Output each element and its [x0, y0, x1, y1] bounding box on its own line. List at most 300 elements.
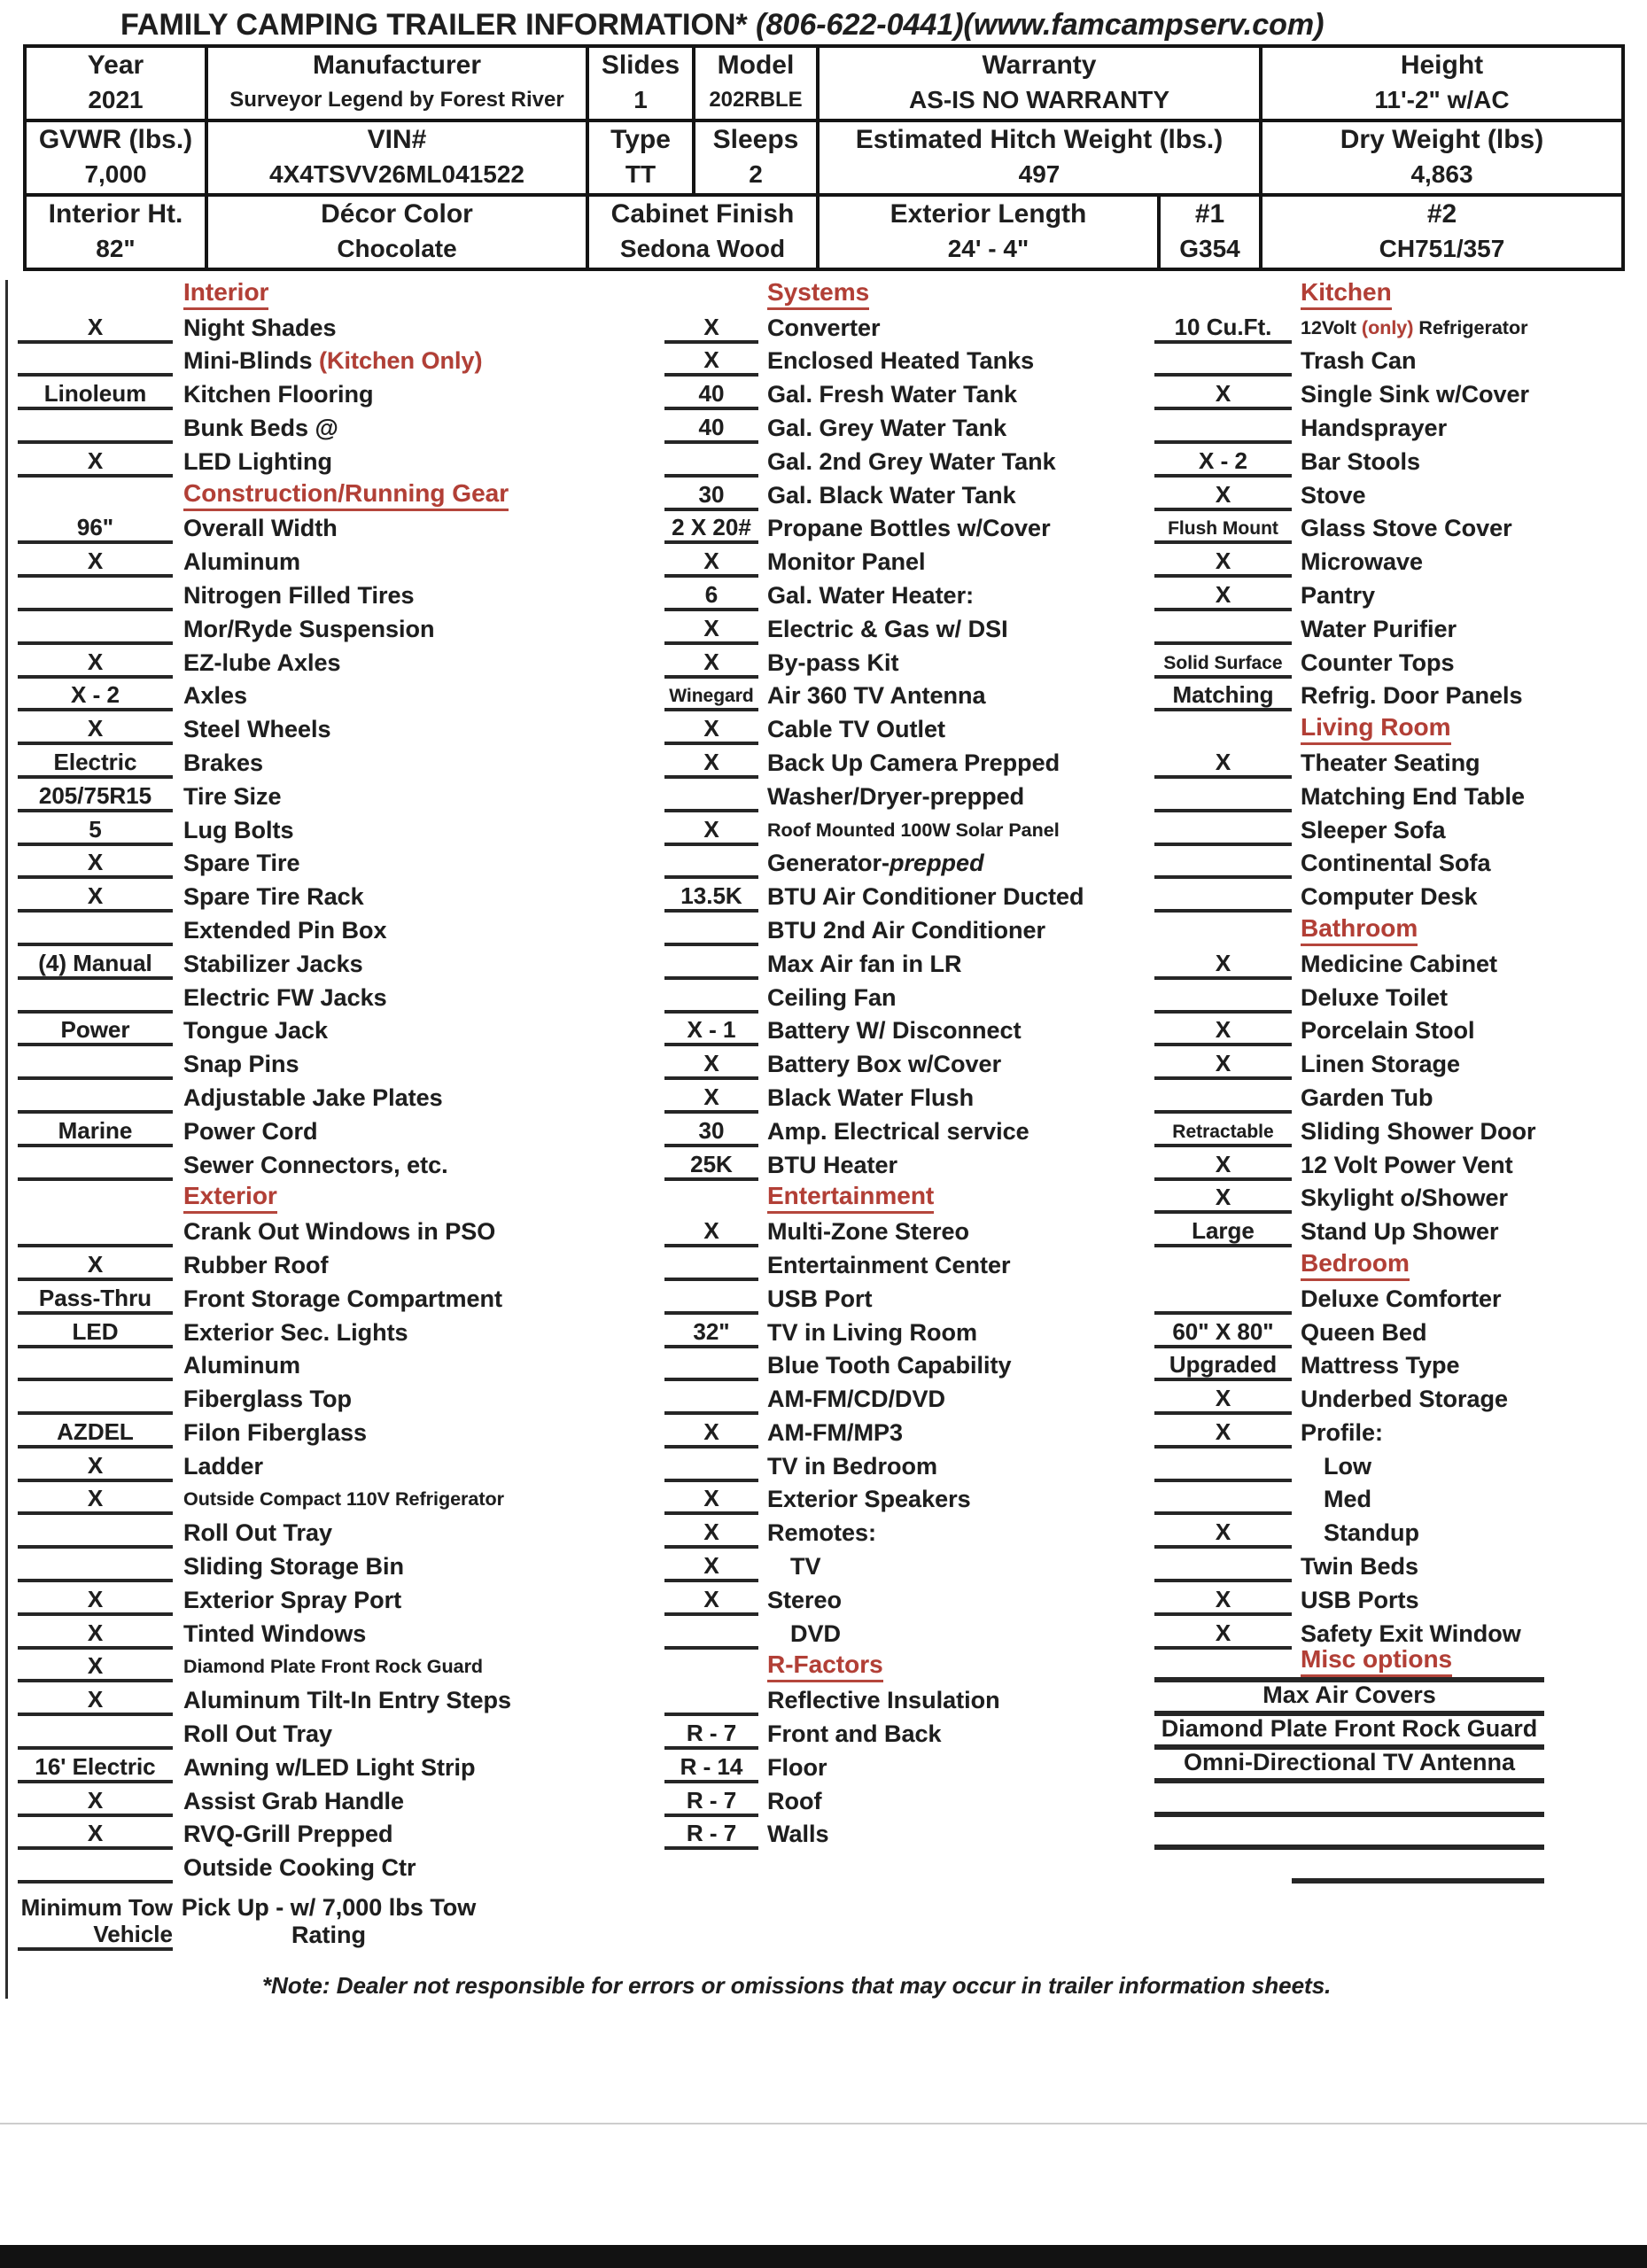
spec-label: Dry Weight (lbs) [1340, 125, 1544, 154]
item-label-text: Skylight o/Shower [1301, 1184, 1509, 1212]
item-label-text: Refrig. Door Panels [1301, 682, 1523, 710]
item-value: X [664, 1415, 758, 1449]
item-value [1154, 846, 1292, 880]
item-label [1292, 1319, 1427, 1348]
section-heading-row [18, 1181, 571, 1215]
section-heading-row [664, 1650, 1161, 1683]
spec-label: Interior Ht. [48, 199, 183, 229]
item-value [18, 410, 173, 444]
spec-label: Slides [601, 50, 680, 80]
item-label-text: BTU Air Conditioner Ducted [767, 883, 1084, 911]
spec-label: Type [610, 125, 671, 154]
item-label-text: Diamond Plate Front Rock Guard [183, 1656, 484, 1678]
item-label [1292, 1519, 1419, 1549]
item-value-line: Minimum Tow [20, 1894, 173, 1922]
checklist-row [664, 1247, 1161, 1281]
item-label-text: Power Cord [183, 1117, 318, 1145]
item-value: X [664, 1515, 758, 1549]
spec-value: 2 [749, 160, 763, 188]
item-label-text: Overall Width [183, 515, 338, 542]
item-value: X [1154, 1147, 1292, 1181]
checklist-row [1154, 444, 1544, 478]
item-value [664, 980, 758, 1014]
checklist-row [1154, 679, 1544, 712]
checklist-row [664, 946, 1161, 980]
item-label-text: Back Up Camera Prepped [767, 749, 1060, 776]
item-label-text: Awning w/LED Light Strip [183, 1753, 476, 1781]
item-label [173, 951, 363, 980]
checklist-row [664, 310, 1161, 344]
item-value: X [1154, 1014, 1292, 1047]
item-label [758, 415, 1006, 444]
item-value-line: Vehicle [93, 1921, 173, 1948]
item-label-text: Gal. Water Heater: [767, 581, 975, 609]
spec-value: 4,863 [1410, 160, 1473, 188]
checklist-row [1154, 980, 1544, 1014]
item-label-text: Profile: [1301, 1418, 1384, 1446]
item-value [18, 1348, 173, 1382]
item-label-text: Entertainment Center [767, 1251, 1011, 1278]
item-value [664, 946, 758, 980]
item-label-text: LED Lighting [183, 447, 332, 475]
item-label-text: Roof Mounted 100W Solar Panel [767, 819, 1060, 841]
checklist-row [18, 1348, 571, 1382]
item-label [758, 1687, 1000, 1716]
item-label [758, 1620, 841, 1650]
item-label-text: Air 360 TV Antenna [767, 682, 986, 710]
checklist-row [1154, 1348, 1544, 1382]
spec-sleeps-cell [695, 122, 820, 193]
checklist-row [664, 779, 1161, 812]
spec-dry-weight-cell [1262, 122, 1621, 193]
item-label-text: Aluminum [183, 548, 300, 576]
item-label-text: Rubber Roof [183, 1251, 329, 1278]
spec-label: Exterior Length [890, 199, 1087, 229]
page-title-main: FAMILY CAMPING TRAILER INFORMATION* [120, 8, 748, 42]
item-label-text: Exterior Speakers [767, 1486, 971, 1513]
checklist-row [664, 1046, 1161, 1080]
checklist-row [664, 1080, 1161, 1114]
spec-table-row-3 [27, 197, 1621, 268]
item-value: 205/75R15 [18, 779, 173, 812]
checklist-column-middle [664, 276, 1161, 1850]
checklist-row [1154, 611, 1544, 645]
item-label-text: Glass Stove Cover [1301, 515, 1512, 542]
item-label [758, 1553, 821, 1582]
checklist-row [664, 1515, 1161, 1549]
item-label-text: Continental Sofa [1301, 850, 1491, 877]
item-label-text: Crank Out Windows in PSO [183, 1218, 496, 1246]
section-heading: Entertainment [767, 1182, 934, 1214]
item-value [1154, 611, 1292, 645]
item-value: Large [1154, 1214, 1292, 1247]
item-label-text: 12 Volt Power Vent [1301, 1151, 1513, 1178]
item-label-text: BTU 2nd Air Conditioner [767, 916, 1045, 944]
item-label-text: Exterior Sec. Lights [183, 1318, 408, 1346]
item-label [173, 1519, 332, 1549]
checklist-row [18, 779, 571, 812]
checklist-row [664, 377, 1161, 410]
item-value: 60" X 80" [1154, 1315, 1292, 1348]
item-label [758, 1352, 1012, 1381]
item-value: X [664, 611, 758, 645]
checklist-column-right [1154, 276, 1544, 1884]
item-label [173, 1084, 443, 1114]
item-value: 13.5K [664, 879, 758, 913]
checklist-row [664, 980, 1161, 1014]
item-label [1292, 1386, 1508, 1415]
item-value: Winegard [664, 679, 758, 712]
checklist-row [18, 645, 571, 679]
checklist-row [18, 1716, 571, 1750]
item-label-text: Single Sink w/Cover [1301, 381, 1530, 408]
checklist-row [664, 1817, 1161, 1851]
item-label [173, 649, 341, 679]
item-label [1292, 381, 1529, 410]
checklist-row [1154, 812, 1544, 846]
checklist-row [18, 1582, 571, 1616]
item-label [173, 1218, 495, 1247]
item-label [173, 1894, 477, 1951]
item-value: X [1154, 1381, 1292, 1415]
item-value: X [18, 1247, 173, 1281]
item-label [1292, 951, 1497, 980]
spec-cabinet-finish-cell [589, 197, 820, 268]
item-label [173, 984, 387, 1014]
item-label-text: Stove [1301, 481, 1366, 509]
item-label-text: Assist Grab Handle [183, 1787, 405, 1814]
checklist-row [664, 645, 1161, 679]
item-value [1154, 410, 1292, 444]
item-value: X [664, 1582, 758, 1616]
checklist-row [18, 1214, 571, 1247]
spec-value: G354 [1179, 235, 1240, 262]
item-value: R - 14 [664, 1750, 758, 1783]
item-label [173, 1386, 352, 1415]
item-label [1292, 682, 1523, 711]
checklist-row [664, 846, 1161, 880]
checklist-row [664, 1147, 1161, 1181]
checklist-row [664, 1381, 1161, 1415]
item-value: X [664, 1549, 758, 1582]
item-label-text: Deluxe Comforter [1301, 1285, 1502, 1312]
item-value: Electric [18, 745, 173, 779]
item-label-text: Med [1324, 1486, 1371, 1513]
item-value [664, 913, 758, 946]
checklist-row [1154, 1214, 1544, 1247]
checklist-row [18, 812, 571, 846]
item-label [1292, 883, 1478, 913]
item-label-text: Max Air fan in LR [767, 950, 962, 977]
item-value: X [664, 812, 758, 846]
item-label [1292, 582, 1375, 611]
item-label [758, 515, 1051, 544]
spec-table [23, 44, 1625, 271]
spec-warranty-cell [820, 48, 1262, 119]
item-label-text: Battery W/ Disconnect [767, 1017, 1022, 1045]
spec-vin-cell [208, 122, 589, 193]
item-label [1292, 1285, 1502, 1315]
item-label [1292, 1051, 1460, 1080]
spec-label: #2 [1426, 199, 1457, 229]
item-label-text: Gal. Fresh Water Tank [767, 381, 1018, 408]
item-label-text: Floor [767, 1753, 827, 1781]
item-label-text: Fiberglass Top [183, 1386, 353, 1413]
item-value: X [18, 1783, 173, 1817]
item-label-text: Monitor Panel [767, 548, 926, 576]
item-value: X [664, 1482, 758, 1516]
spec-value: TT [625, 160, 656, 188]
checklist-row [1154, 310, 1544, 344]
item-label-text: Lug Bolts [183, 816, 294, 843]
spec-year-cell [27, 48, 208, 119]
checklist-row [18, 1247, 571, 1281]
item-value: Upgraded [1154, 1348, 1292, 1382]
item-label-text: Spare Tire Rack [183, 883, 364, 911]
item-label [758, 1152, 897, 1181]
item-label-text: Stand Up Shower [1301, 1218, 1499, 1246]
item-label-text: Gal. Black Water Tank [767, 481, 1016, 509]
item-value [664, 1381, 758, 1415]
checklist-row [18, 1381, 571, 1415]
item-value: X [664, 1046, 758, 1080]
item-value: X [1154, 1582, 1292, 1616]
item-label-text: Mini-Blinds [183, 347, 319, 375]
item-value [664, 779, 758, 812]
item-value: X - 2 [1154, 444, 1292, 478]
item-label-text: RVQ-Grill Prepped [183, 1821, 393, 1848]
item-label-text: Sliding Storage Bin [183, 1553, 405, 1581]
checklist-row [1154, 745, 1544, 779]
item-value: X [664, 344, 758, 377]
item-label [758, 1017, 1022, 1046]
item-value: X [1154, 578, 1292, 611]
checklist-row [664, 1482, 1161, 1516]
item-value: AZDEL [18, 1415, 173, 1449]
item-value [18, 578, 173, 611]
item-value: Retractable [1154, 1114, 1292, 1147]
item-label [758, 951, 962, 980]
item-value [18, 1549, 173, 1582]
checklist-row [1154, 1415, 1544, 1449]
item-label [1292, 548, 1423, 578]
item-label [173, 1051, 299, 1080]
scan-bottom-artifact [0, 2245, 1647, 2268]
spec-label: Décor Color [321, 199, 473, 229]
item-value: X [1154, 1415, 1292, 1449]
spec-label: Height [1400, 50, 1484, 80]
checklist-row [18, 946, 571, 980]
item-value: X [18, 711, 173, 745]
item-label [173, 817, 293, 846]
item-value: Pass-Thru [18, 1281, 173, 1315]
item-label-line: Pick Up - w/ 7,000 lbs Tow [181, 1894, 477, 1922]
checklist-row [664, 679, 1161, 712]
checklist-row [664, 1549, 1161, 1582]
checklist-row [664, 1582, 1161, 1616]
checklist-row [1154, 1515, 1544, 1549]
checklist-row [18, 1281, 571, 1315]
item-value [1154, 344, 1292, 377]
item-label-text: EZ-lube Axles [183, 649, 341, 676]
item-label [758, 548, 926, 578]
item-value: 6 [664, 578, 758, 611]
item-value: X - 2 [18, 679, 173, 712]
checklist-row [1154, 1381, 1544, 1415]
checklist-row [18, 879, 571, 913]
scan-edge-artifact [5, 280, 8, 1999]
item-label-text: Linen Storage [1301, 1051, 1461, 1078]
misc-option-row [1154, 1783, 1544, 1817]
item-value: 32" [664, 1315, 758, 1348]
minimum-tow-row [18, 1884, 571, 1951]
item-label-text: Roof [767, 1787, 822, 1814]
item-label-text: By-pass Kit [767, 649, 899, 676]
item-label-text: Theater Seating [1301, 749, 1480, 776]
checklist-row [1154, 578, 1544, 611]
item-label-text: Queen Bed [1301, 1318, 1427, 1346]
item-value [18, 1214, 173, 1247]
item-value [1154, 980, 1292, 1014]
item-label [1292, 1453, 1371, 1482]
item-label [173, 1655, 483, 1682]
item-label-text: Spare Tire [183, 850, 300, 877]
checklist-row [664, 611, 1161, 645]
checklist-row [18, 1014, 571, 1047]
item-value: X [1154, 544, 1292, 578]
spec-value: 1 [633, 86, 648, 113]
item-label [1292, 850, 1491, 879]
section-heading-row [18, 276, 571, 310]
item-label [173, 1854, 416, 1884]
spec-label: Year [87, 50, 144, 80]
checklist-row [1154, 1549, 1544, 1582]
section-heading: R-Factors [767, 1651, 883, 1682]
misc-option-row [1154, 1750, 1544, 1783]
disclaimer-note: *Note: Dealer not responsible for errors or omissions that may occur in trailer information sheets. [262, 1972, 1332, 1999]
item-value [18, 1046, 173, 1080]
checklist-row [18, 1850, 571, 1884]
item-value [1154, 1080, 1292, 1114]
checklist-row [18, 679, 571, 712]
item-label [1292, 347, 1417, 377]
spec-gvwr-cell [27, 122, 208, 193]
item-value: X [1154, 1616, 1292, 1650]
item-label [758, 1821, 829, 1850]
spec-slides-cell [589, 48, 695, 119]
item-value [18, 1850, 173, 1884]
spec-value: Sedona Wood [619, 235, 786, 262]
item-value: X [1154, 1515, 1292, 1549]
spec-value: 11'-2" w/AC [1374, 86, 1510, 113]
item-value: Linoleum [18, 377, 173, 410]
item-value: LED [18, 1315, 173, 1348]
item-label [1292, 1118, 1536, 1147]
item-label-text: Medicine Cabinet [1301, 950, 1498, 977]
spec-value: 24' - 4" [947, 235, 1029, 262]
checklist-row [18, 444, 571, 478]
item-label [173, 415, 338, 444]
spec-label: Model [717, 50, 795, 80]
item-label-italic-text: prepped [890, 850, 984, 877]
item-label [173, 1821, 393, 1850]
item-label [758, 1486, 971, 1515]
item-value [664, 1247, 758, 1281]
item-label [758, 1587, 842, 1616]
item-value: R - 7 [664, 1783, 758, 1817]
item-label [758, 716, 945, 745]
item-value: 40 [664, 377, 758, 410]
item-value: X [664, 645, 758, 679]
item-label-text: Tire Size [183, 782, 282, 810]
item-label-text: Sewer Connectors, etc. [183, 1151, 448, 1178]
section-heading: Interior [183, 278, 268, 310]
spec-label: Warranty [982, 50, 1097, 80]
item-value: X [18, 879, 173, 913]
item-value: X [18, 846, 173, 880]
checklist-row [18, 745, 571, 779]
item-label [1292, 750, 1480, 779]
item-label-text: Snap Pins [183, 1051, 299, 1078]
item-label-text: Washer/Dryer-prepped [767, 782, 1025, 810]
item-label [758, 1419, 903, 1449]
checklist-row [1154, 1147, 1544, 1181]
misc-option-label: Omni-Directional TV Antenna [1183, 1748, 1516, 1775]
item-label-text: Front Storage Compartment [183, 1285, 503, 1312]
item-label [1292, 1152, 1513, 1181]
scan-crease-artifact [0, 2123, 1647, 2124]
item-value [1154, 812, 1292, 846]
checklist-row [664, 711, 1161, 745]
checklist-row [18, 511, 571, 545]
item-label-text: Cable TV Outlet [767, 716, 946, 743]
item-label [1292, 316, 1527, 344]
item-label-text: Deluxe Toilet [1301, 983, 1449, 1011]
item-value: X [1154, 1181, 1292, 1215]
item-label-text: Reflective Insulation [767, 1687, 1000, 1714]
item-label [1292, 616, 1457, 645]
item-label [173, 381, 373, 410]
item-label [173, 448, 332, 478]
item-label [758, 1453, 937, 1482]
misc-option-label: Max Air Covers [1262, 1682, 1436, 1709]
item-value: X [1154, 745, 1292, 779]
checklist-row [1154, 846, 1544, 880]
item-label [758, 883, 1084, 913]
item-value [18, 980, 173, 1014]
checklist-row [1154, 1014, 1544, 1047]
item-label [1292, 649, 1454, 679]
item-label-text: Walls [767, 1821, 829, 1848]
misc-option-row [1154, 1682, 1544, 1716]
item-label-text: Porcelain Stool [1301, 1017, 1475, 1045]
checklist-row [18, 913, 571, 946]
item-label [173, 883, 364, 913]
section-heading-row [1154, 1645, 1544, 1683]
item-label [758, 582, 974, 611]
item-label [758, 347, 1034, 377]
misc-option-label: Diamond Plate Front Rock Guard [1161, 1715, 1538, 1743]
spec-value: 7,000 [84, 160, 147, 188]
checklist-row [664, 1449, 1161, 1482]
item-label [1292, 1352, 1460, 1381]
item-label-text: Steel Wheels [183, 716, 331, 743]
item-value: 25K [664, 1147, 758, 1181]
item-label-text: AM-FM/MP3 [767, 1418, 903, 1446]
item-value [664, 846, 758, 880]
item-value: X [18, 1650, 173, 1683]
spec-label: VIN# [367, 125, 427, 154]
